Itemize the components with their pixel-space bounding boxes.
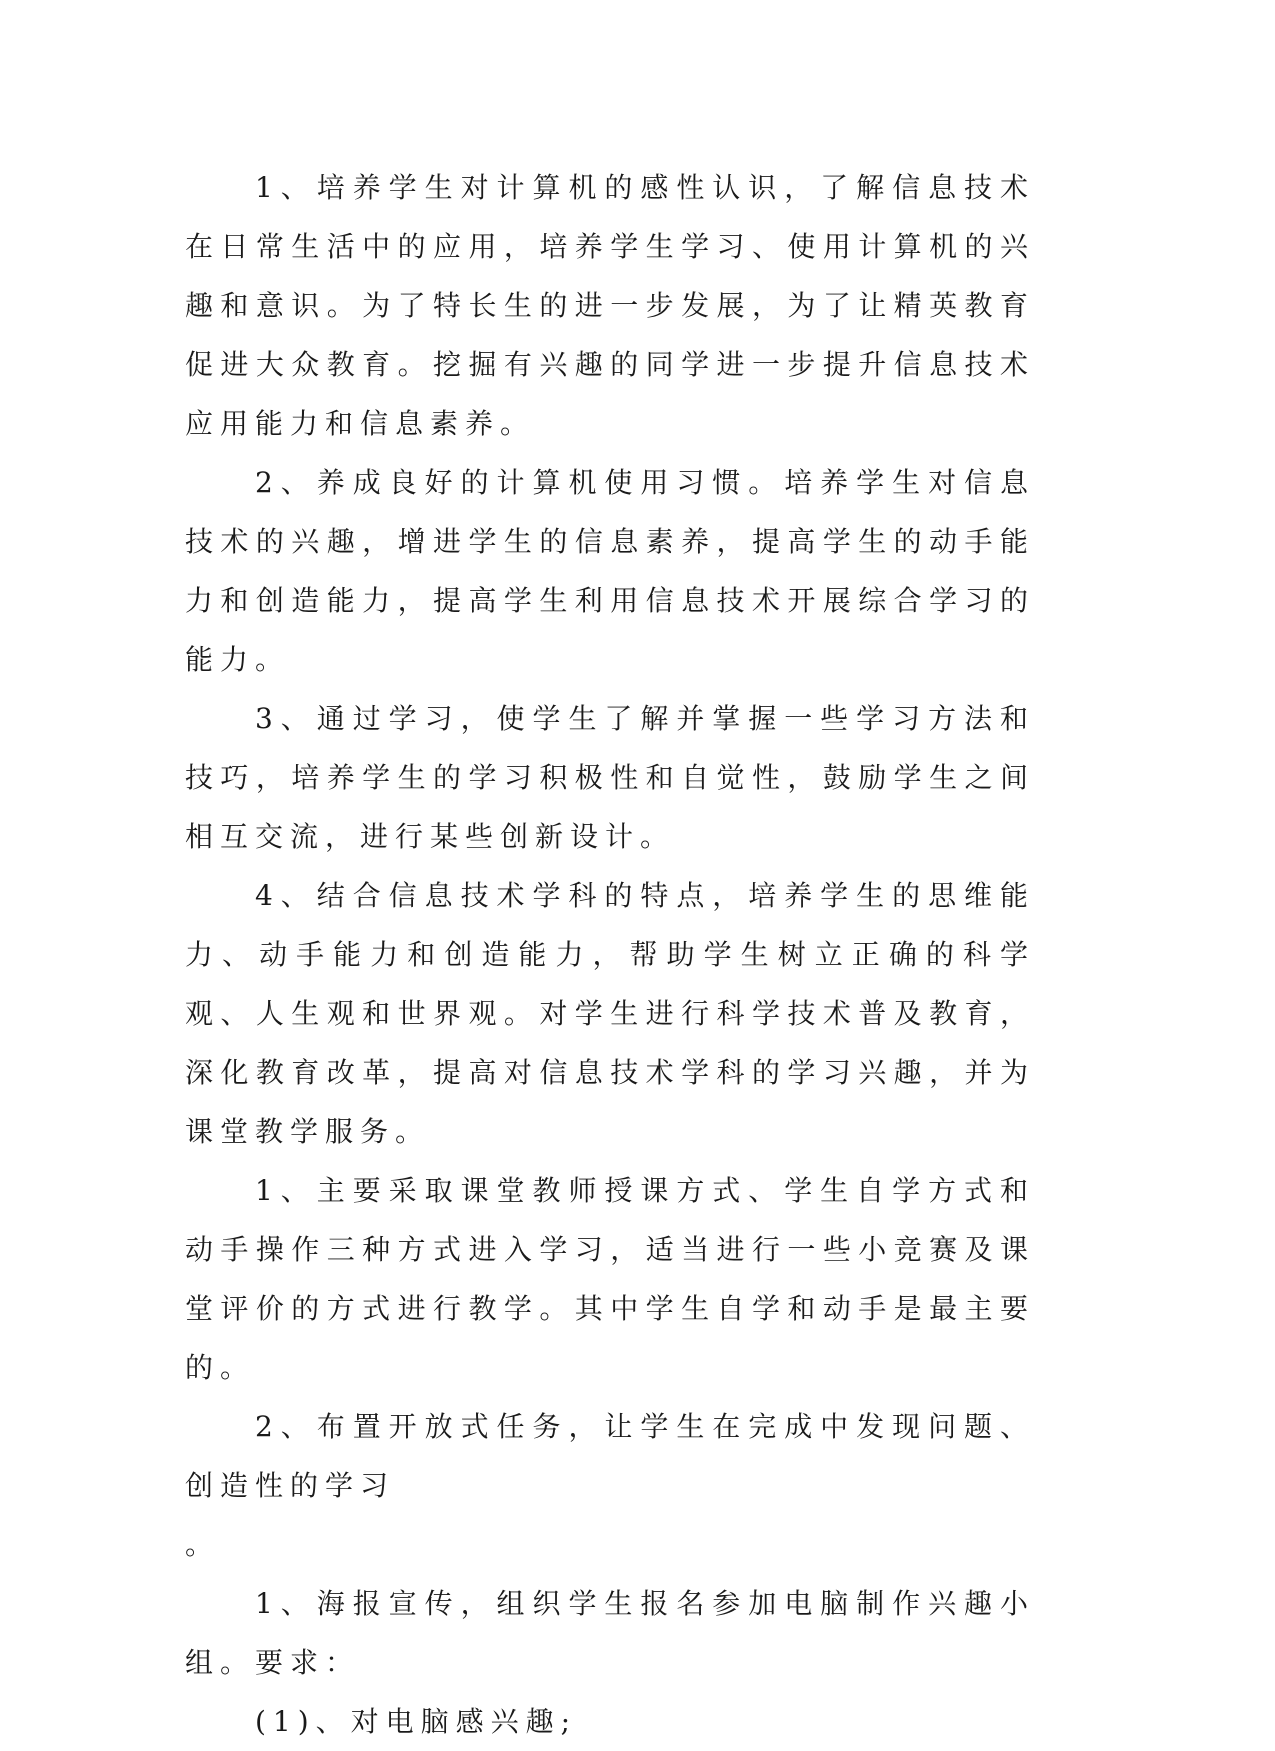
paragraph-method-1: 1、主要采取课堂教师授课方式、学生自学方式和动手操作三种方式进入学习，适当进行一些小竞赛及课堂评价的方式进行教学。其中学生自学和动手是最主要的。 (185, 1174, 1035, 1384)
paragraph-method-2: 2、布置开放式任务，让学生在完成中发现问题、创造性的学习 (185, 1410, 1035, 1502)
paragraph-method-2-end: 。 (185, 1528, 221, 1561)
paragraph-goal-3: 3、通过学习，使学生了解并掌握一些学习方法和技巧，培养学生的学习积极性和自觉性，鼓励学生之间相互交流，进行某些创新设计。 (185, 702, 1035, 853)
paragraph-requirement-1: (1)、对电脑感兴趣; (255, 1705, 578, 1738)
paragraph-goal-4: 4、结合信息技术学科的特点，培养学生的思维能力、动手能力和创造能力，帮助学生树立正确的科学观、人生观和世界观。对学生进行科学技术普及教育，深化教育改革，提高对信息技术学科的学习兴趣，并为课堂教学服务。 (185, 879, 1035, 1148)
paragraph-goal-1: 1、培养学生对计算机的感性认识，了解信息技术在日常生活中的应用，培养学生学习、使用计算机的兴趣和意识。为了特长生的进一步发展，为了让精英教育促进大众教育。挖掘有兴趣的同学进一步提升信息技术应用能力和信息素养。 (185, 171, 1035, 440)
paragraph-step-1: 1、海报宣传，组织学生报名参加电脑制作兴趣小组。要求： (185, 1587, 1035, 1679)
document-body (185, 158, 1035, 1751)
paragraph-goal-2: 2、养成良好的计算机使用习惯。培养学生对信息技术的兴趣，增进学生的信息素养，提高学生的动手能力和创造能力，提高学生利用信息技术开展综合学习的能力。 (185, 466, 1035, 676)
